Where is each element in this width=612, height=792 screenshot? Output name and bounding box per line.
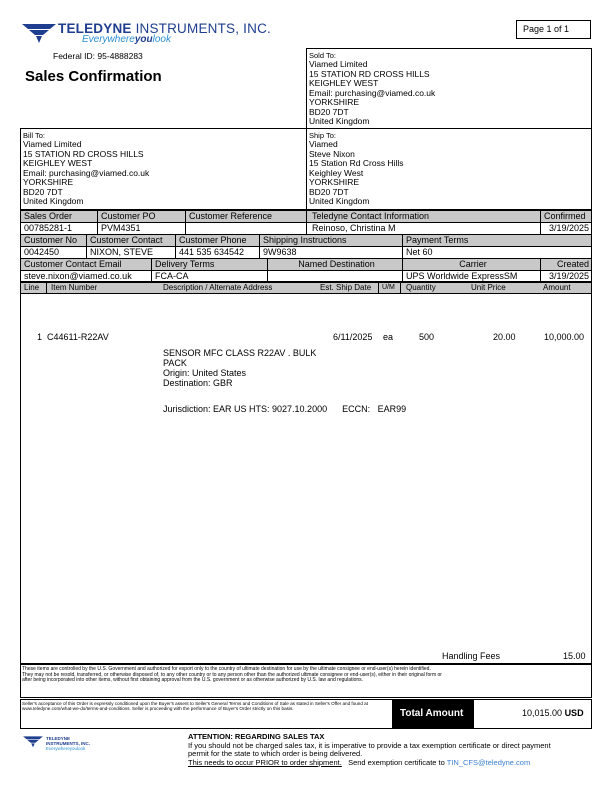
sales-tax-title: ATTENTION: REGARDING SALES TAX xyxy=(188,732,325,741)
total-amount-label: Total Amount xyxy=(400,708,464,719)
company-tagline: Everywhereyoulook xyxy=(82,34,171,45)
sales-tax-line1: If you should not be charged sales tax, it is imperative to provide a tax exemption certificate or direct payment xyxy=(188,740,551,750)
contact-email-header: Customer Contact Email xyxy=(24,259,122,269)
company-name: TELEDYNE xyxy=(58,21,132,36)
col-um-header: U/M xyxy=(382,284,395,291)
footer-logo-text: TELEDYNE INSTRUMENTS, INC. Everywhereyoulook xyxy=(46,736,91,751)
handling-fees-label: Handling Fees xyxy=(442,651,501,661)
export-notice: These items are controlled by the U.S. Government and authorized for export only to the country of ultimate destination for use by the ultimate consignee or end-user(s) herein identified. They may not be resold, transferred, or otherwise disposed of, to any other country or to any person other than the authorized ultimate consignee or end-user(s), either in their original form or after being incorporated into other items, without first obtaining approval from the U.S. government or as otherwise authorized by U.S. law and regulations. xyxy=(22,666,442,684)
customer-no-header: Customer No xyxy=(24,235,78,245)
col-quantity-header: Quantity xyxy=(406,283,436,292)
carrier-header: Carrier xyxy=(459,259,487,269)
total-amount: 10,015.00 USD xyxy=(522,708,584,718)
shipping-instructions-value: 9W9638 xyxy=(263,247,297,257)
col-amount-header: Amount xyxy=(543,283,571,292)
shipping-instructions-header: Shipping Instructions xyxy=(263,235,347,245)
sales-order-header: Sales Order xyxy=(24,211,73,221)
contact-email-value: steve.nixon@viamed.co.uk xyxy=(24,271,132,281)
teledyne-wing-icon xyxy=(22,20,56,44)
confirmed-header: Confirmed xyxy=(544,211,586,221)
payment-terms-header: Payment Terms xyxy=(406,235,469,245)
created-value: 3/19/2025 xyxy=(548,271,589,281)
item-number: C44611-R22AV xyxy=(47,332,109,342)
customer-phone-value: 441 535 634542 xyxy=(179,247,245,257)
bill-to-address: Viamed Limited 15 STATION RD CROSS HILLS KEIGHLEY WEST Email: purchasing@viamed.co.uk YORKSHIRE BD20 7DT United Kingdom xyxy=(23,139,150,206)
item-description-cont: PACK xyxy=(163,358,187,368)
col-line-header: Line xyxy=(24,283,40,292)
customer-contact-header: Customer Contact xyxy=(90,235,163,245)
handling-fees-value: 15.00 xyxy=(563,651,586,661)
customer-no-value: 0042450 xyxy=(24,247,60,257)
teledyne-contact-header: Teledyne Contact Information xyxy=(312,211,430,221)
sold-to-label: Sold To: xyxy=(309,51,336,60)
company-logo xyxy=(22,18,271,48)
ship-to-address: Viamed Steve Nixon 15 Station Rd Cross Hills Keighley West YORKSHIRE BD20 7DT United Kingdom xyxy=(309,139,404,206)
item-destination: Destination: GBR xyxy=(163,378,233,388)
sales-tax-line2: permit for the state to which order is being delivered. xyxy=(188,749,363,759)
sold-to-address: Viamed Limited 15 STATION RD CROSS HILLS KEIGHLEY WEST Email: purchasing@viamed.co.uk YORKSHIRE BD20 7DT United Kingdom xyxy=(309,59,436,126)
ship-to-label: Ship To: xyxy=(309,131,336,140)
carrier-value: UPS Worldwide ExpressSM xyxy=(406,271,518,281)
named-destination-header: Named Destination xyxy=(298,259,375,269)
teledyne-contact-value: Reinoso, Christina M xyxy=(312,223,396,233)
created-header: Created xyxy=(556,259,589,269)
federal-id: Federal ID: 95-4888283 xyxy=(53,51,143,61)
customer-phone-header: Customer Phone xyxy=(179,235,247,245)
customer-po-value: PVM4351 xyxy=(101,223,141,233)
item-description: SENSOR MFC CLASS R22AV . BULK xyxy=(163,348,317,358)
customer-po-header: Customer PO xyxy=(101,211,156,221)
col-unit-price-header: Unit Price xyxy=(471,283,506,292)
unit-price: 20.00 xyxy=(493,332,516,342)
page-title: Sales Confirmation xyxy=(25,68,162,85)
item-jurisdiction: Jurisdiction: EAR US HTS: 9027.10.2000 ECCN: EAR99 xyxy=(163,404,407,414)
sales-tax-line3: This needs to occur PRIOR to order shipment. Send exemption certificate to TIN_CFS@teledyne.com xyxy=(188,757,531,767)
sales-tax-notice xyxy=(188,733,551,767)
col-ship-date-header: Est. Ship Date xyxy=(320,283,372,292)
line-number: 1 xyxy=(37,332,43,342)
delivery-terms-value: FCA-CA xyxy=(155,271,189,281)
unit-of-measure: ea xyxy=(383,332,394,342)
col-item-header: Item Number xyxy=(51,283,98,292)
confirmed-value: 3/19/2025 xyxy=(548,223,589,233)
customer-reference-header: Customer Reference xyxy=(189,211,273,221)
page-number-box xyxy=(516,20,591,39)
teledyne-wing-icon xyxy=(22,734,44,748)
item-origin: Origin: United States xyxy=(163,368,247,378)
page-number: Page 1 of 1 xyxy=(523,24,570,34)
footer-logo xyxy=(22,734,122,762)
ship-date: 6/11/2025 xyxy=(333,332,373,342)
bill-to-label: Bill To: xyxy=(23,131,45,140)
company-name-suffix: INSTRUMENTS, INC. xyxy=(135,21,271,36)
payment-terms-value: Net 60 xyxy=(406,247,433,257)
exemption-email-link[interactable]: TIN_CFS@teledyne.com xyxy=(446,757,531,767)
quantity: 500 xyxy=(419,332,435,342)
delivery-terms-header: Delivery Terms xyxy=(155,259,215,269)
sales-order-value: 00785281-1 xyxy=(24,223,73,233)
customer-contact-value: NIXON, STEVE xyxy=(90,247,154,257)
col-description-header: Description / Alternate Address xyxy=(163,283,273,292)
acceptance-notice: Seller's acceptance of this Order is expressly conditioned upon the Buyer's assent to Seller's General Terms and Conditions of Sale as stated in Seller's Offer and found at www.teledyne.com/what-we-do/terms-and-conditions. Seller is proceeding with the performance of Buyer's Order strictly on this basis. xyxy=(22,701,369,712)
amount: 10,000.00 xyxy=(544,332,585,342)
